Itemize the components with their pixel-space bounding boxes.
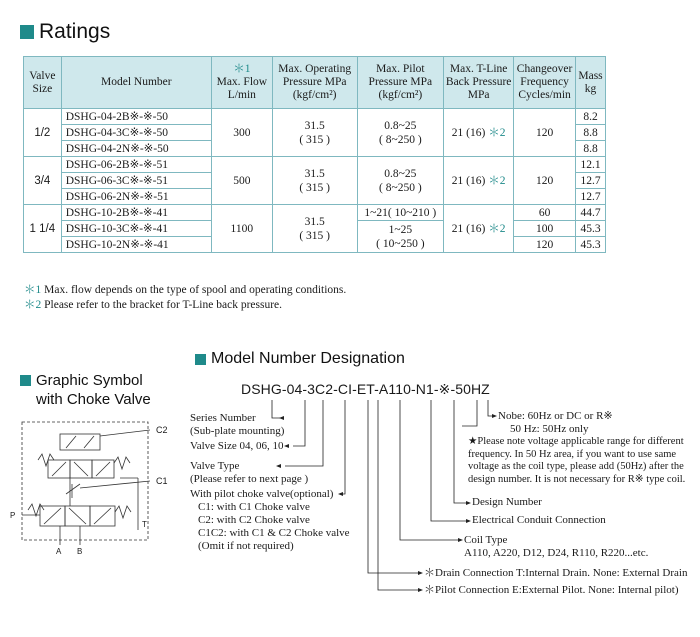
tline-cell: 21 (16) ＊2 <box>444 157 514 205</box>
label-p: P <box>10 511 16 520</box>
ratings-title-text: Ratings <box>39 20 111 43</box>
main-spring-right <box>115 506 131 518</box>
leader-coil <box>400 400 460 540</box>
pilot-connection-label: ＊Pilot Connection E:External Pilot. None: Internal pilot) <box>424 584 679 596</box>
model-code: DSHG-04-3C2-CI-ET-A110-N1-※-50HZ <box>241 381 490 397</box>
model-cell: DSHG-10-2N※-※-41 <box>61 237 211 253</box>
changeover-cell: 120 <box>514 237 576 253</box>
leader-valve-size <box>293 400 305 446</box>
leader-c1 <box>80 481 150 488</box>
leader-valve-type <box>285 400 323 466</box>
tline-cell: 21 (16) ＊2 <box>444 205 514 253</box>
changeover-cell: 120 <box>514 109 576 157</box>
changeover-cell: 120 <box>514 157 576 205</box>
leader-drain <box>368 400 420 573</box>
mass-cell: 45.3 <box>576 221 606 237</box>
mass-cell: 12.7 <box>576 189 606 205</box>
valve-size-cell: 3/4 <box>24 157 62 205</box>
flow-cell: 1100 <box>211 205 272 253</box>
footnote-2: ＊2 Please refer to the bracket for T-Line back pressure. <box>24 299 283 311</box>
leader-pilot-choke <box>339 400 345 494</box>
footnote-1: ＊1 Max. flow depends on the type of spool and operating conditions. <box>24 284 347 296</box>
main-spring-left <box>28 504 44 516</box>
valve-size-label: Valve Size 04, 06, 10 <box>190 440 284 452</box>
leader-frequency <box>488 400 494 416</box>
model-cell: DSHG-10-3C※-※-41 <box>61 221 211 237</box>
op-pressure-cell: 31.5 ( 315 ) <box>272 157 357 205</box>
header-max-flow-text: Max. Flow L/min <box>216 76 268 101</box>
pilot-pressure-cell: 0.8~25 ( 8~250 ) <box>357 157 444 205</box>
header-model-number: Model Number <box>61 57 211 109</box>
model-cell: DSHG-06-3C※-※-51 <box>61 173 211 189</box>
pilot-choke-label: With pilot choke valve(optional) C1: with C1 Choke valve C2: with C2 Choke valve C1C2: with C1 & C2 Choke valve (Omit if not required) <box>190 488 350 552</box>
header-valve-size: Valve Size <box>24 57 62 109</box>
mass-cell: 8.8 <box>576 125 606 141</box>
graphic-symbol-diagram <box>22 422 150 545</box>
model-cell: DSHG-06-2B※-※-51 <box>61 157 211 173</box>
leader-star <box>462 400 477 426</box>
pilot-pressure-cell: 0.8~25 ( 8~250 ) <box>357 109 444 157</box>
header-max-tline: Max. T-Line Back Pressure MPa <box>444 57 514 109</box>
model-cell: DSHG-04-2N※-※-50 <box>61 141 211 157</box>
header-mass: Mass kg <box>576 57 606 109</box>
mass-cell: 8.8 <box>576 141 606 157</box>
electrical-conduit-label: Electrical Conduit Connection <box>472 514 606 526</box>
model-cell: DSHG-04-3C※-※-50 <box>61 125 211 141</box>
label-a: A <box>56 547 62 556</box>
header-max-pilot-pressure: Max. Pilot Pressure MPa (kgf/cm²) <box>357 57 444 109</box>
op-pressure-cell: 31.5 ( 315 ) <box>272 109 357 157</box>
choke-c1-arrow <box>66 484 80 494</box>
drain-connection-label: ＊Drain Connection T:Internal Drain. None: External Drain <box>424 567 688 579</box>
flow-cell: 500 <box>211 157 272 205</box>
valve-type-label: Valve Type (Please refer to next page ) <box>190 460 309 485</box>
frequency-label: Nobe: 60Hz or DC or R※ 50 Hz: 50Hz only <box>498 410 613 435</box>
header-max-op-pressure: Max. Operating Pressure MPa (kgf/cm²) <box>272 57 357 109</box>
spring-right <box>114 457 130 469</box>
model-cell: DSHG-06-2N※-※-51 <box>61 189 211 205</box>
design-number-label: Design Number <box>472 496 542 508</box>
tline-cell: 21 (16) ＊2 <box>444 109 514 157</box>
changeover-cell: 100 <box>514 221 576 237</box>
coil-type-label: Coil Type A110, A220, D12, D24, R110, R220...etc. <box>464 534 649 559</box>
label-c2: C2 <box>156 425 168 435</box>
label-c1: C1 <box>156 476 168 486</box>
leader-design-number <box>454 400 468 503</box>
label-b: B <box>77 547 83 556</box>
mass-cell: 8.2 <box>576 109 606 125</box>
pilot-pressure-cell: 1~21( 10~210 ) <box>357 205 444 221</box>
flow-cell: 300 <box>211 109 272 157</box>
pilot-pressure-cell: 1~25 ( 10~250 ) <box>357 221 444 253</box>
changeover-cell: 60 <box>514 205 576 221</box>
flow-note-mark: ＊1 <box>233 63 251 75</box>
leader-c2 <box>100 430 150 436</box>
designation-title: Model Number Designation <box>195 350 405 368</box>
label-t: T <box>142 520 147 529</box>
voltage-note: ★Please note voltage applicable range for different frequency. In 50 Hz area, if you want to use same voltage as the coil type, please add (50Hz) after the design number. It is not necessary for R※ type coil. <box>468 436 686 485</box>
symbol-outline <box>22 422 148 540</box>
graphic-symbol-title: Graphic Symbol with Choke Valve <box>20 371 151 409</box>
mass-cell: 12.1 <box>576 157 606 173</box>
header-changeover: Changeover Frequency Cycles/min <box>514 57 576 109</box>
mass-cell: 12.7 <box>576 173 606 189</box>
model-cell: DSHG-04-2B※-※-50 <box>61 109 211 125</box>
mass-cell: 44.7 <box>576 205 606 221</box>
valve-size-cell: 1 1/4 <box>24 205 62 253</box>
series-number-label: Series Number (Sub-plate mounting) <box>190 412 285 437</box>
op-pressure-cell: 31.5 ( 315 ) <box>272 205 357 253</box>
model-cell: DSHG-10-2B※-※-41 <box>61 205 211 221</box>
leader-pilot-conn <box>378 400 420 590</box>
valve-size-cell: 1/2 <box>24 109 62 157</box>
mass-cell: 45.3 <box>576 237 606 253</box>
